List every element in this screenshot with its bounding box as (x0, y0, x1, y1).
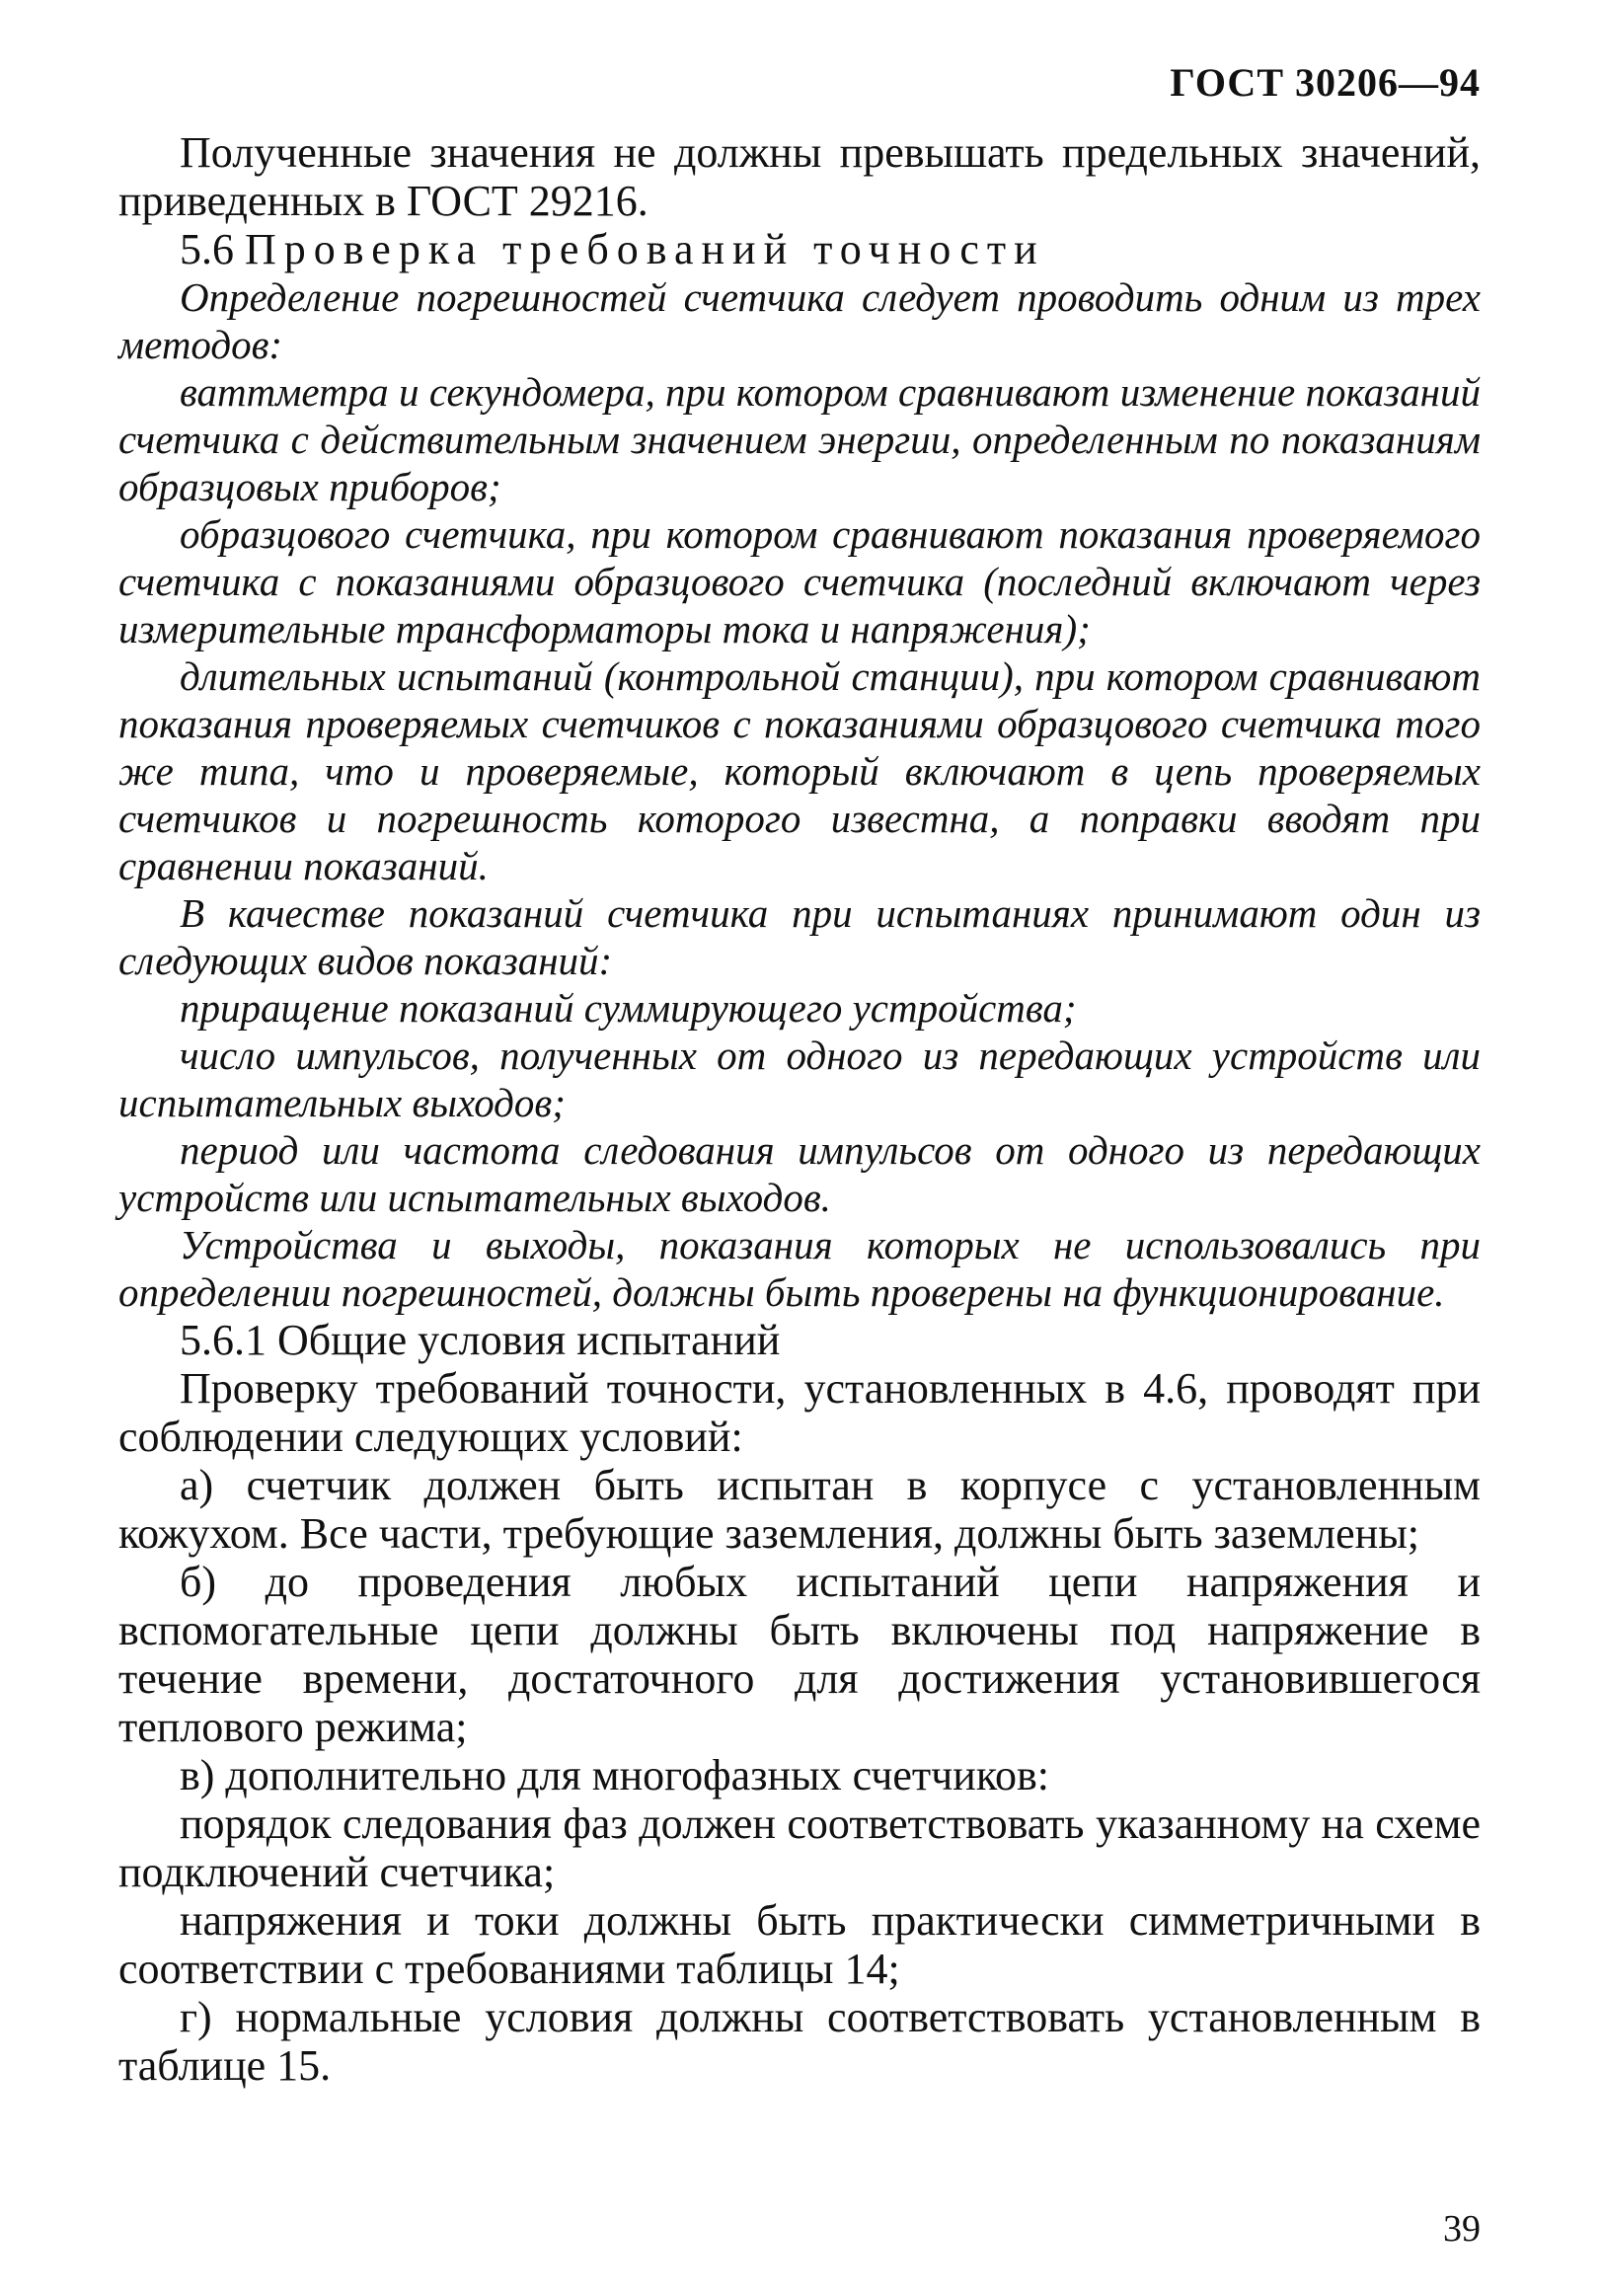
list-item-g: г) нормальные условия должны соответствовать установленным в таблице 15. (118, 1993, 1481, 2090)
list-item-b: б) до проведения любых испытаний цепи напряжения и вспомогательные цепи должны быть включены под напряжение в течение времени, достаточного для достижения установившегося теплового режима; (118, 1558, 1481, 1751)
paragraph-method-reference-meter: образцового счетчика, при котором сравнивают показания проверяемого счетчика с показаниями образцового счетчика (последний включают через измерительные трансформаторы тока и напряжения); (118, 511, 1481, 651)
paragraph-phase-order: порядок следования фаз должен соответствовать указанному на схеме подключений счетчика; (118, 1799, 1481, 1896)
section-heading-5-6 (118, 225, 1481, 273)
body-text (118, 128, 1481, 2090)
paragraph-reading-pulse-period: период или частота следования импульсов от одного из передающих устройств или испытательных выходов. (118, 1127, 1481, 1220)
paragraph-reading-pulse-count: число импульсов, полученных от одного из передающих устройств или испытательных выходов; (118, 1033, 1481, 1125)
page-number: 39 (1443, 2208, 1481, 2250)
paragraph-method-wattmeter: ваттметра и секундомера, при котором сравнивают изменение показаний счетчика с действительным значением энергии, определенным по показаниям образцовых приборов; (118, 369, 1481, 509)
paragraph-method-long-test: длительных испытаний (контрольной станции), при котором сравнивают показания проверяемых счетчиков с показаниями образцового счетчика того же типа, что и проверяемые, который включают в цепь проверяемых счетчиков и погрешность которого известна, а поправки вводят при сравнении показаний. (118, 653, 1481, 888)
paragraph-conditions-intro: Проверку требований точности, установленных в 4.6, проводят при соблюдении следующих условий: (118, 1364, 1481, 1461)
paragraph-limits: Полученные значения не должны превышать предельных значений, приведенных в ГОСТ 29216. (118, 128, 1481, 225)
paragraph-readings-intro: В качестве показаний счетчика при испытаниях принимают один из следующих видов показаний: (118, 890, 1481, 983)
paragraph-reading-increment: приращение показаний суммирующего устройства; (180, 985, 1077, 1031)
list-item-v: в) дополнительно для многофазных счетчиков: (180, 1751, 1049, 1799)
subsection-heading-5-6-1: 5.6.1 Общие условия испытаний (180, 1316, 781, 1364)
paragraph-symmetry: напряжения и токи должны быть практически симметричными в соответствии с требованиями таблицы 14; (118, 1896, 1481, 1993)
paragraph-methods-intro: Определение погрешностей счетчика следует проводить одним из трех методов: (118, 274, 1481, 367)
list-item-a: а) счетчик должен быть испытан в корпусе с установленным кожухом. Все части, требующие заземления, должны быть заземлены; (118, 1461, 1481, 1558)
standard-code-header: ГОСТ 30206—94 (1170, 60, 1481, 105)
paragraph-unused-outputs: Устройства и выходы, показания которых не использовались при определении погрешностей, должны быть проверены на функционирование. (118, 1222, 1481, 1315)
section-title: Проверка требований точности (245, 225, 1045, 273)
document-page (118, 49, 1481, 2270)
section-number: 5.6 (180, 225, 234, 273)
